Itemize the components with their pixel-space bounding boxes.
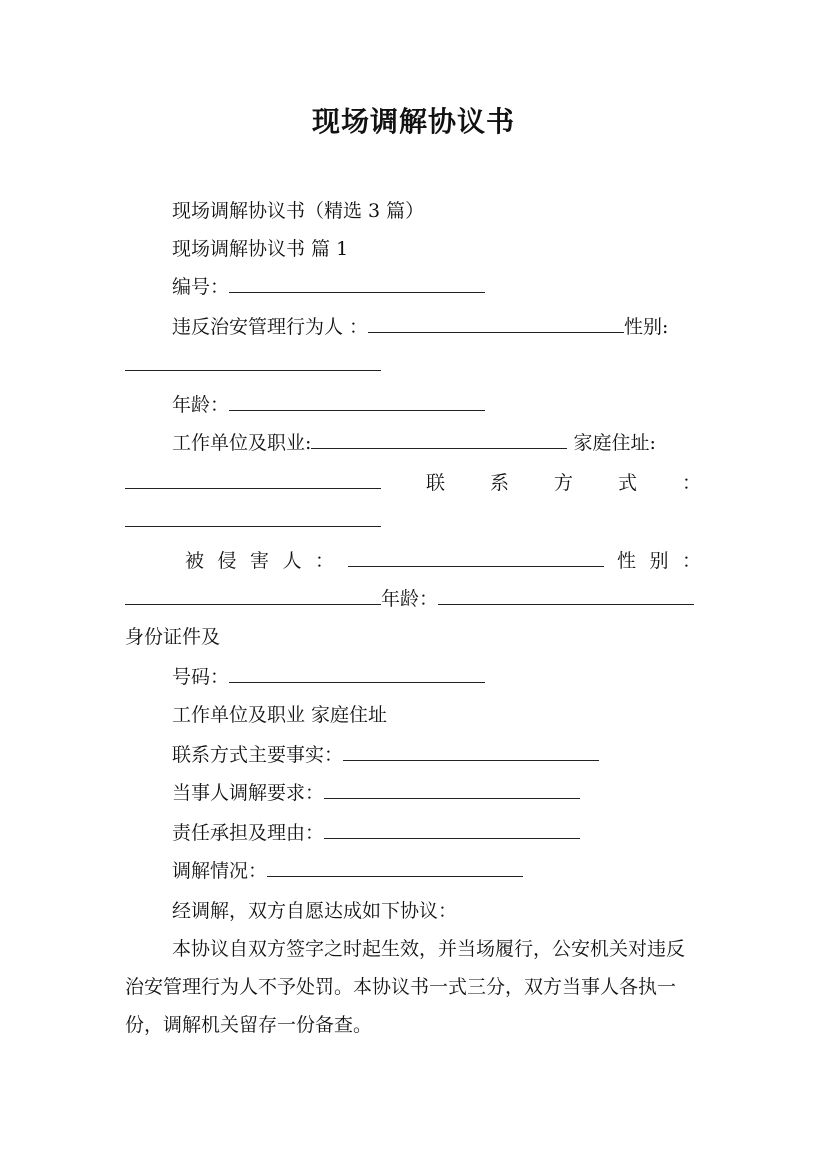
responsibility-label: 责任承担及理由： xyxy=(172,822,325,844)
number-label: 编号： xyxy=(172,276,230,298)
contact-char: 方 xyxy=(553,472,573,494)
mediation-label: 调解情况： xyxy=(172,860,268,882)
gender-blank[interactable] xyxy=(125,350,381,371)
mediation-row xyxy=(172,856,523,886)
party-request-label: 当事人调解要求： xyxy=(172,782,325,804)
victim-gender-age-row xyxy=(125,584,694,614)
work-blank[interactable] xyxy=(311,428,567,449)
victim-blank[interactable] xyxy=(348,546,604,567)
gender-blank-row xyxy=(125,350,381,380)
victim-age-label: 年龄： xyxy=(381,588,439,610)
id-number-blank[interactable] xyxy=(229,662,485,683)
contact-char: 系 xyxy=(489,472,509,494)
contact-char: 式 xyxy=(617,472,637,494)
responsibility-blank[interactable] xyxy=(324,818,580,839)
contact-facts-row xyxy=(172,740,599,770)
victim-gender-char: ： xyxy=(681,550,701,572)
victim-gender-blank[interactable] xyxy=(125,584,381,605)
contact-char: ： xyxy=(681,472,701,494)
gender-label: 性别: xyxy=(624,316,669,338)
party-request-blank[interactable] xyxy=(324,778,580,799)
offender-label: 违反治安管理行为人 ： xyxy=(172,316,369,338)
contact-blank-row xyxy=(125,506,381,536)
victim-char: 人 xyxy=(282,550,302,572)
id-number-row xyxy=(172,662,485,692)
victim-char: 侵 xyxy=(217,550,237,572)
home-label: 家庭住址: xyxy=(573,432,656,454)
victim-gender-char: 别 xyxy=(649,550,669,572)
victim-char: 害 xyxy=(250,550,270,572)
contact-facts-label: 联系方式主要事实： xyxy=(172,744,344,766)
age-label: 年龄： xyxy=(172,394,230,416)
id-number-label: 号码： xyxy=(172,666,230,688)
offender-row xyxy=(172,312,668,342)
closing-paragraph: 本协议自双方签字之时起生效，并当场履行，公安机关对违反治安管理行为人不予处罚。本协议书一式三分，双方当事人各执一份，调解机关留存一份备查。 xyxy=(125,938,686,1036)
agreement-intro: 经调解，双方自愿达成如下协议： xyxy=(172,900,458,922)
document-title: 现场调解协议书 xyxy=(311,105,515,138)
age-blank[interactable] xyxy=(229,390,485,411)
responsibility-row xyxy=(172,818,580,848)
number-row xyxy=(172,272,485,302)
section-title: 现场调解协议书 篇 1 xyxy=(172,238,349,260)
victim-char: ： xyxy=(315,550,335,572)
contact-char: 联 xyxy=(425,472,445,494)
home-blank[interactable] xyxy=(125,468,381,489)
work-row xyxy=(172,428,656,458)
victim-age-blank[interactable] xyxy=(438,584,694,605)
id-label-row: 身份证件及 xyxy=(125,626,221,648)
offender-blank[interactable] xyxy=(368,312,624,333)
mediation-blank[interactable] xyxy=(267,856,523,877)
victim-row xyxy=(185,546,701,576)
age-row xyxy=(172,390,485,420)
number-blank[interactable] xyxy=(229,272,485,293)
work-home-row: 工作单位及职业 家庭住址 xyxy=(172,704,388,726)
victim-char: 被 xyxy=(185,550,205,572)
subtitle: 现场调解协议书（精选 3 篇） xyxy=(172,200,425,222)
contact-blank[interactable] xyxy=(125,506,381,527)
home-contact-row xyxy=(125,468,701,498)
party-request-row xyxy=(172,778,580,808)
victim-gender-char: 性 xyxy=(616,550,636,572)
work-label: 工作单位及职业: xyxy=(172,432,312,454)
contact-facts-blank[interactable] xyxy=(343,740,599,761)
